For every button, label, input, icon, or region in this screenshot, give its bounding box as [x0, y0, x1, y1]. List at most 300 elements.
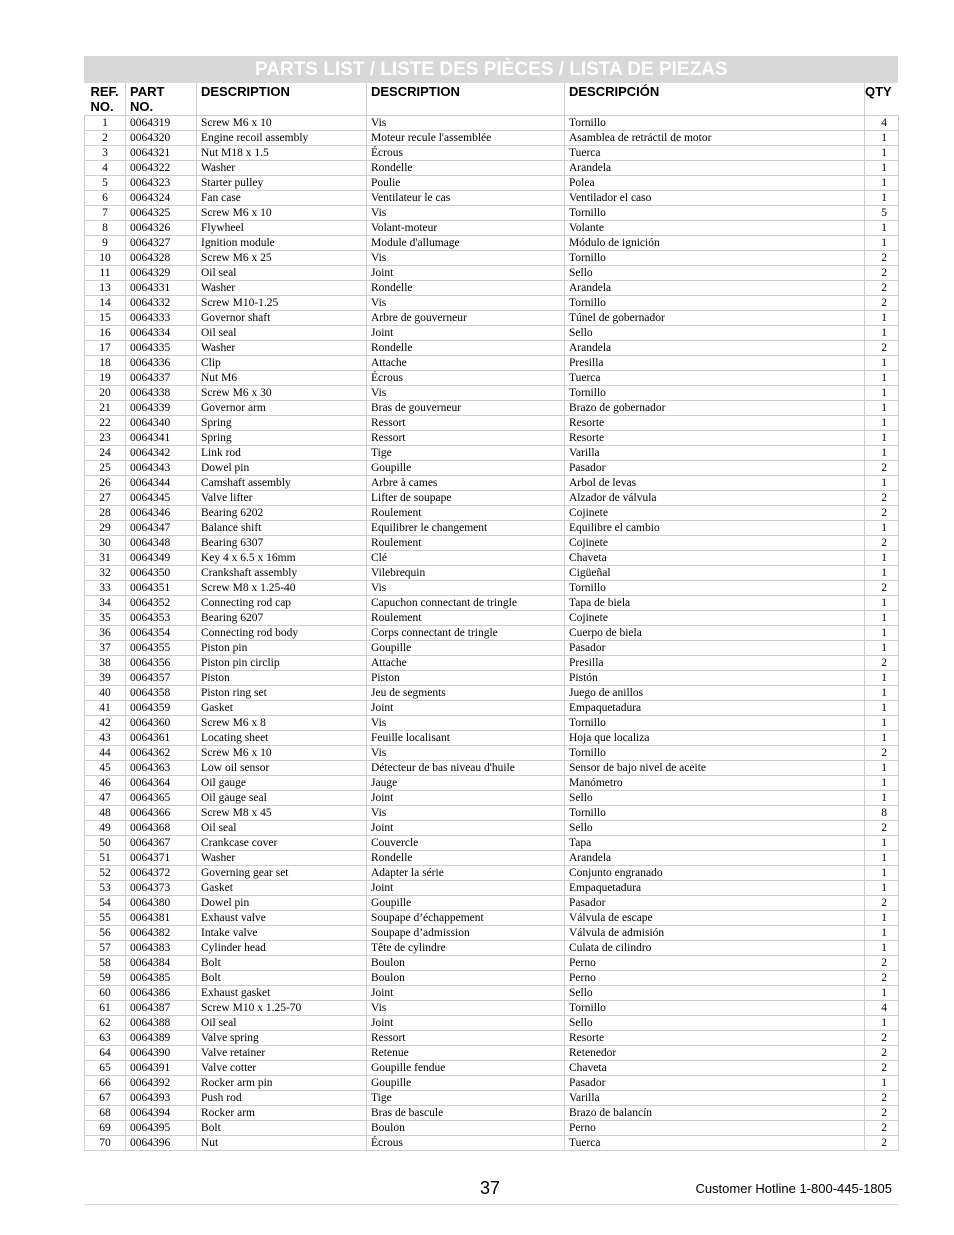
table-row	[85, 401, 899, 416]
description-es-cell: Válvula de admisión	[565, 926, 865, 941]
description-en-cell: Piston ring set	[197, 686, 367, 701]
table-row	[85, 581, 899, 596]
part-no-cell: 0064389	[126, 1031, 197, 1046]
qty-cell: 1	[865, 476, 899, 491]
part-no-cell: 0064362	[126, 746, 197, 761]
table-row	[85, 821, 899, 836]
description-en-cell: Clip	[197, 356, 367, 371]
qty-cell: 4	[865, 1001, 899, 1016]
table-row	[85, 476, 899, 491]
qty-cell: 1	[865, 596, 899, 611]
part-no-cell: 0064372	[126, 866, 197, 881]
qty-cell: 1	[865, 161, 899, 176]
qty-cell: 1	[865, 866, 899, 881]
ref-no-cell: 13	[85, 281, 126, 296]
table-row	[85, 431, 899, 446]
description-es-cell: Cojinete	[565, 506, 865, 521]
part-no-cell: 0064385	[126, 971, 197, 986]
description-en-cell: Bearing 6307	[197, 536, 367, 551]
description-en-cell: Governor shaft	[197, 311, 367, 326]
description-es-cell: Resorte	[565, 431, 865, 446]
table-row	[85, 836, 899, 851]
description-en-cell: Valve retainer	[197, 1046, 367, 1061]
part-no-cell: 0064361	[126, 731, 197, 746]
qty-cell: 2	[865, 461, 899, 476]
ref-no-cell: 55	[85, 911, 126, 926]
part-no-cell: 0064321	[126, 146, 197, 161]
customer-hotline: Customer Hotline 1-800-445-1805	[695, 1181, 892, 1196]
part-no-cell: 0064343	[126, 461, 197, 476]
part-no-cell: 0064391	[126, 1061, 197, 1076]
table-row	[85, 701, 899, 716]
qty-cell: 1	[865, 326, 899, 341]
description-en-cell: Valve spring	[197, 1031, 367, 1046]
qty-cell: 1	[865, 401, 899, 416]
part-no-cell: 0064328	[126, 251, 197, 266]
part-no-cell: 0064368	[126, 821, 197, 836]
table-row	[85, 866, 899, 881]
qty-cell: 2	[865, 971, 899, 986]
part-no-cell: 0064367	[126, 836, 197, 851]
description-en-cell: Oil seal	[197, 326, 367, 341]
description-en-cell: Washer	[197, 281, 367, 296]
qty-cell: 2	[865, 581, 899, 596]
table-header-row	[85, 83, 899, 116]
ref-no-cell: 9	[85, 236, 126, 251]
table-row	[85, 746, 899, 761]
description-es-cell: Conjunto engranado	[565, 866, 865, 881]
description-es-cell: Asamblea de retráctil de motor	[565, 131, 865, 146]
description-fr-cell: Moteur recule l'assemblée	[367, 131, 565, 146]
qty-cell: 2	[865, 746, 899, 761]
table-row	[85, 461, 899, 476]
description-fr-cell: Goupille	[367, 461, 565, 476]
ref-no-cell: 44	[85, 746, 126, 761]
part-no-cell: 0064357	[126, 671, 197, 686]
table-row	[85, 1136, 899, 1151]
ref-no-cell: 35	[85, 611, 126, 626]
description-es-cell: Retenedor	[565, 1046, 865, 1061]
table-row	[85, 266, 899, 281]
ref-no-cell: 42	[85, 716, 126, 731]
ref-no-cell: 69	[85, 1121, 126, 1136]
description-fr-cell: Roulement	[367, 611, 565, 626]
part-no-cell: 0064327	[126, 236, 197, 251]
description-fr-cell: Vis	[367, 1001, 565, 1016]
part-no-cell: 0064387	[126, 1001, 197, 1016]
qty-cell: 2	[865, 536, 899, 551]
part-no-cell: 0064381	[126, 911, 197, 926]
table-row	[85, 986, 899, 1001]
ref-no-cell: 29	[85, 521, 126, 536]
description-en-cell: Screw M6 x 10	[197, 116, 367, 131]
description-en-cell: Cylinder head	[197, 941, 367, 956]
description-es-cell: Presilla	[565, 356, 865, 371]
description-es-cell: Tornillo	[565, 386, 865, 401]
description-fr-cell: Vis	[367, 206, 565, 221]
description-en-cell: Screw M6 x 10	[197, 206, 367, 221]
qty-cell: 2	[865, 506, 899, 521]
description-en-cell: Screw M8 x 45	[197, 806, 367, 821]
ref-no-cell: 34	[85, 596, 126, 611]
description-fr-cell: Rondelle	[367, 341, 565, 356]
qty-cell: 1	[865, 686, 899, 701]
description-es-cell: Perno	[565, 971, 865, 986]
table-row	[85, 221, 899, 236]
ref-no-cell: 70	[85, 1136, 126, 1151]
part-no-cell: 0064351	[126, 581, 197, 596]
qty-cell: 4	[865, 116, 899, 131]
ref-no-cell: 25	[85, 461, 126, 476]
table-row	[85, 161, 899, 176]
description-es-cell: Pasador	[565, 641, 865, 656]
description-es-cell: Resorte	[565, 416, 865, 431]
description-es-cell: Tornillo	[565, 116, 865, 131]
ref-no-cell: 27	[85, 491, 126, 506]
description-fr-cell: Lifter de soupape	[367, 491, 565, 506]
description-fr-cell: Bras de gouverneur	[367, 401, 565, 416]
table-row	[85, 806, 899, 821]
description-fr-cell: Joint	[367, 986, 565, 1001]
description-fr-cell: Equilibrer le changement	[367, 521, 565, 536]
description-es-cell: Sello	[565, 1016, 865, 1031]
description-es-cell: Presilla	[565, 656, 865, 671]
table-row	[85, 326, 899, 341]
ref-no-cell: 16	[85, 326, 126, 341]
ref-no-cell: 26	[85, 476, 126, 491]
description-fr-cell: Goupille	[367, 641, 565, 656]
part-no-cell: 0064336	[126, 356, 197, 371]
table-row	[85, 206, 899, 221]
description-en-cell: Dowel pin	[197, 896, 367, 911]
table-row	[85, 116, 899, 131]
description-en-cell: Oil gauge seal	[197, 791, 367, 806]
part-no-cell: 0064364	[126, 776, 197, 791]
description-en-cell: Exhaust valve	[197, 911, 367, 926]
description-es-cell: Chaveta	[565, 1061, 865, 1076]
description-es-cell: Tapa de biela	[565, 596, 865, 611]
description-fr-cell: Module d'allumage	[367, 236, 565, 251]
description-fr-cell: Écrous	[367, 371, 565, 386]
description-en-cell: Crankshaft assembly	[197, 566, 367, 581]
table-row	[85, 896, 899, 911]
part-no-cell: 0064393	[126, 1091, 197, 1106]
table-row	[85, 191, 899, 206]
description-fr-cell: Retenue	[367, 1046, 565, 1061]
description-es-cell: Ventilador el caso	[565, 191, 865, 206]
ref-no-cell: 15	[85, 311, 126, 326]
table-row	[85, 566, 899, 581]
description-es-cell: Culata de cilindro	[565, 941, 865, 956]
table-row	[85, 791, 899, 806]
description-fr-cell: Joint	[367, 266, 565, 281]
table-row	[85, 1061, 899, 1076]
header-ref-no: REF. NO.	[85, 83, 126, 116]
description-es-cell: Cuerpo de biela	[565, 626, 865, 641]
qty-cell: 2	[865, 1091, 899, 1106]
qty-cell: 1	[865, 941, 899, 956]
description-en-cell: Oil seal	[197, 821, 367, 836]
table-row	[85, 536, 899, 551]
ref-no-cell: 43	[85, 731, 126, 746]
ref-no-cell: 14	[85, 296, 126, 311]
description-es-cell: Brazo de gobernador	[565, 401, 865, 416]
part-no-cell: 0064341	[126, 431, 197, 446]
description-fr-cell: Vis	[367, 116, 565, 131]
ref-no-cell: 33	[85, 581, 126, 596]
ref-no-cell: 64	[85, 1046, 126, 1061]
description-en-cell: Starter pulley	[197, 176, 367, 191]
ref-no-cell: 38	[85, 656, 126, 671]
ref-no-cell: 67	[85, 1091, 126, 1106]
qty-cell: 2	[865, 1106, 899, 1121]
qty-cell: 2	[865, 266, 899, 281]
description-en-cell: Washer	[197, 851, 367, 866]
description-en-cell: Nut	[197, 1136, 367, 1151]
description-fr-cell: Joint	[367, 1016, 565, 1031]
description-fr-cell: Vis	[367, 296, 565, 311]
description-en-cell: Oil seal	[197, 266, 367, 281]
qty-cell: 2	[865, 896, 899, 911]
description-es-cell: Arandela	[565, 161, 865, 176]
part-no-cell: 0064332	[126, 296, 197, 311]
qty-cell: 1	[865, 176, 899, 191]
qty-cell: 1	[865, 836, 899, 851]
description-fr-cell: Vis	[367, 581, 565, 596]
description-en-cell: Governor arm	[197, 401, 367, 416]
part-no-cell: 0064395	[126, 1121, 197, 1136]
table-row	[85, 281, 899, 296]
description-en-cell: Connecting rod cap	[197, 596, 367, 611]
description-en-cell: Engine recoil assembly	[197, 131, 367, 146]
description-fr-cell: Ressort	[367, 416, 565, 431]
description-es-cell: Hoja que localiza	[565, 731, 865, 746]
table-row	[85, 881, 899, 896]
description-en-cell: Bolt	[197, 956, 367, 971]
description-fr-cell: Joint	[367, 326, 565, 341]
description-fr-cell: Joint	[367, 821, 565, 836]
description-fr-cell: Ressort	[367, 1031, 565, 1046]
description-es-cell: Sello	[565, 326, 865, 341]
description-es-cell: Tornillo	[565, 206, 865, 221]
qty-cell: 5	[865, 206, 899, 221]
description-es-cell: Cojinete	[565, 611, 865, 626]
description-fr-cell: Vilebrequin	[367, 566, 565, 581]
part-no-cell: 0064355	[126, 641, 197, 656]
qty-cell: 1	[865, 731, 899, 746]
ref-no-cell: 5	[85, 176, 126, 191]
ref-no-cell: 52	[85, 866, 126, 881]
table-row	[85, 1001, 899, 1016]
table-row	[85, 176, 899, 191]
part-no-cell: 0064371	[126, 851, 197, 866]
qty-cell: 1	[865, 131, 899, 146]
ref-no-cell: 53	[85, 881, 126, 896]
qty-cell: 1	[865, 641, 899, 656]
qty-cell: 1	[865, 701, 899, 716]
ref-no-cell: 49	[85, 821, 126, 836]
description-fr-cell: Attache	[367, 356, 565, 371]
part-no-cell: 0064354	[126, 626, 197, 641]
description-fr-cell: Vis	[367, 386, 565, 401]
qty-cell: 1	[865, 761, 899, 776]
description-en-cell: Exhaust gasket	[197, 986, 367, 1001]
qty-cell: 2	[865, 956, 899, 971]
part-no-cell: 0064392	[126, 1076, 197, 1091]
qty-cell: 1	[865, 221, 899, 236]
table-row	[85, 356, 899, 371]
description-es-cell: Sello	[565, 821, 865, 836]
part-no-cell: 0064333	[126, 311, 197, 326]
description-en-cell: Bearing 6202	[197, 506, 367, 521]
description-en-cell: Balance shift	[197, 521, 367, 536]
description-es-cell: Tornillo	[565, 251, 865, 266]
description-en-cell: Nut M6	[197, 371, 367, 386]
ref-no-cell: 4	[85, 161, 126, 176]
table-row	[85, 851, 899, 866]
part-no-cell: 0064396	[126, 1136, 197, 1151]
part-no-cell: 0064334	[126, 326, 197, 341]
part-no-cell: 0064345	[126, 491, 197, 506]
description-fr-cell: Tige	[367, 446, 565, 461]
part-no-cell: 0064359	[126, 701, 197, 716]
description-en-cell: Piston	[197, 671, 367, 686]
qty-cell: 2	[865, 1046, 899, 1061]
qty-cell: 2	[865, 296, 899, 311]
description-en-cell: Link rod	[197, 446, 367, 461]
part-no-cell: 0064356	[126, 656, 197, 671]
part-no-cell: 0064383	[126, 941, 197, 956]
description-fr-cell: Tête de cylindre	[367, 941, 565, 956]
description-fr-cell: Couvercle	[367, 836, 565, 851]
table-row	[85, 1046, 899, 1061]
ref-no-cell: 20	[85, 386, 126, 401]
qty-cell: 1	[865, 386, 899, 401]
qty-cell: 1	[865, 986, 899, 1001]
table-row	[85, 521, 899, 536]
part-no-cell: 0064388	[126, 1016, 197, 1031]
description-en-cell: Dowel pin	[197, 461, 367, 476]
part-no-cell: 0064320	[126, 131, 197, 146]
ref-no-cell: 41	[85, 701, 126, 716]
qty-cell: 2	[865, 1121, 899, 1136]
table-row	[85, 446, 899, 461]
qty-cell: 1	[865, 431, 899, 446]
qty-cell: 2	[865, 656, 899, 671]
qty-cell: 1	[865, 446, 899, 461]
description-en-cell: Piston pin circlip	[197, 656, 367, 671]
qty-cell: 2	[865, 281, 899, 296]
part-no-cell: 0064326	[126, 221, 197, 236]
part-no-cell: 0064340	[126, 416, 197, 431]
qty-cell: 1	[865, 566, 899, 581]
ref-no-cell: 23	[85, 431, 126, 446]
description-fr-cell: Bras de bascule	[367, 1106, 565, 1121]
ref-no-cell: 8	[85, 221, 126, 236]
qty-cell: 1	[865, 851, 899, 866]
description-es-cell: Tornillo	[565, 746, 865, 761]
ref-no-cell: 59	[85, 971, 126, 986]
part-no-cell: 0064363	[126, 761, 197, 776]
part-no-cell: 0064324	[126, 191, 197, 206]
ref-no-cell: 39	[85, 671, 126, 686]
page-number: 37	[480, 1178, 501, 1198]
description-es-cell: Polea	[565, 176, 865, 191]
description-en-cell: Spring	[197, 431, 367, 446]
table-row	[85, 491, 899, 506]
description-en-cell: Rocker arm pin	[197, 1076, 367, 1091]
description-es-cell: Módulo de ignición	[565, 236, 865, 251]
description-en-cell: Screw M10 x 1.25-70	[197, 1001, 367, 1016]
parts-list-sheet	[84, 56, 898, 1151]
qty-cell: 2	[865, 1061, 899, 1076]
description-en-cell: Valve cotter	[197, 1061, 367, 1076]
ref-no-cell: 66	[85, 1076, 126, 1091]
ref-no-cell: 68	[85, 1106, 126, 1121]
description-en-cell: Locating sheet	[197, 731, 367, 746]
part-no-cell: 0064329	[126, 266, 197, 281]
ref-no-cell: 31	[85, 551, 126, 566]
part-no-cell: 0064344	[126, 476, 197, 491]
qty-cell: 2	[865, 1136, 899, 1151]
header-part-no: PART NO.	[126, 83, 197, 116]
description-en-cell: Screw M6 x 30	[197, 386, 367, 401]
ref-no-cell: 10	[85, 251, 126, 266]
qty-cell: 8	[865, 806, 899, 821]
description-es-cell: Pasador	[565, 896, 865, 911]
description-fr-cell: Jauge	[367, 776, 565, 791]
part-no-cell: 0064349	[126, 551, 197, 566]
description-fr-cell: Boulon	[367, 956, 565, 971]
description-en-cell: Flywheel	[197, 221, 367, 236]
description-en-cell: Governing gear set	[197, 866, 367, 881]
qty-cell: 1	[865, 626, 899, 641]
description-es-cell: Tornillo	[565, 1001, 865, 1016]
qty-cell: 1	[865, 311, 899, 326]
header-qty: QTY	[865, 83, 899, 116]
part-no-cell: 0064347	[126, 521, 197, 536]
part-no-cell: 0064339	[126, 401, 197, 416]
part-no-cell: 0064331	[126, 281, 197, 296]
description-fr-cell: Joint	[367, 881, 565, 896]
ref-no-cell: 18	[85, 356, 126, 371]
description-en-cell: Intake valve	[197, 926, 367, 941]
description-es-cell: Pistón	[565, 671, 865, 686]
description-fr-cell: Soupape d’admission	[367, 926, 565, 941]
description-es-cell: Varilla	[565, 1091, 865, 1106]
description-es-cell: Alzador de válvula	[565, 491, 865, 506]
part-no-cell: 0064337	[126, 371, 197, 386]
description-en-cell: Washer	[197, 341, 367, 356]
description-es-cell: Sensor de bajo nivel de aceite	[565, 761, 865, 776]
description-es-cell: Chaveta	[565, 551, 865, 566]
table-row	[85, 776, 899, 791]
ref-no-cell: 46	[85, 776, 126, 791]
description-fr-cell: Volant-moteur	[367, 221, 565, 236]
qty-cell: 1	[865, 776, 899, 791]
part-no-cell: 0064358	[126, 686, 197, 701]
description-es-cell: Arandela	[565, 281, 865, 296]
table-row	[85, 506, 899, 521]
qty-cell: 1	[865, 611, 899, 626]
table-row	[85, 1016, 899, 1031]
part-no-cell: 0064390	[126, 1046, 197, 1061]
part-no-cell: 0064348	[126, 536, 197, 551]
description-es-cell: Tornillo	[565, 296, 865, 311]
description-en-cell: Screw M6 x 25	[197, 251, 367, 266]
header-description-es: DESCRIPCIÓN	[565, 83, 865, 116]
description-fr-cell: Jeu de segments	[367, 686, 565, 701]
